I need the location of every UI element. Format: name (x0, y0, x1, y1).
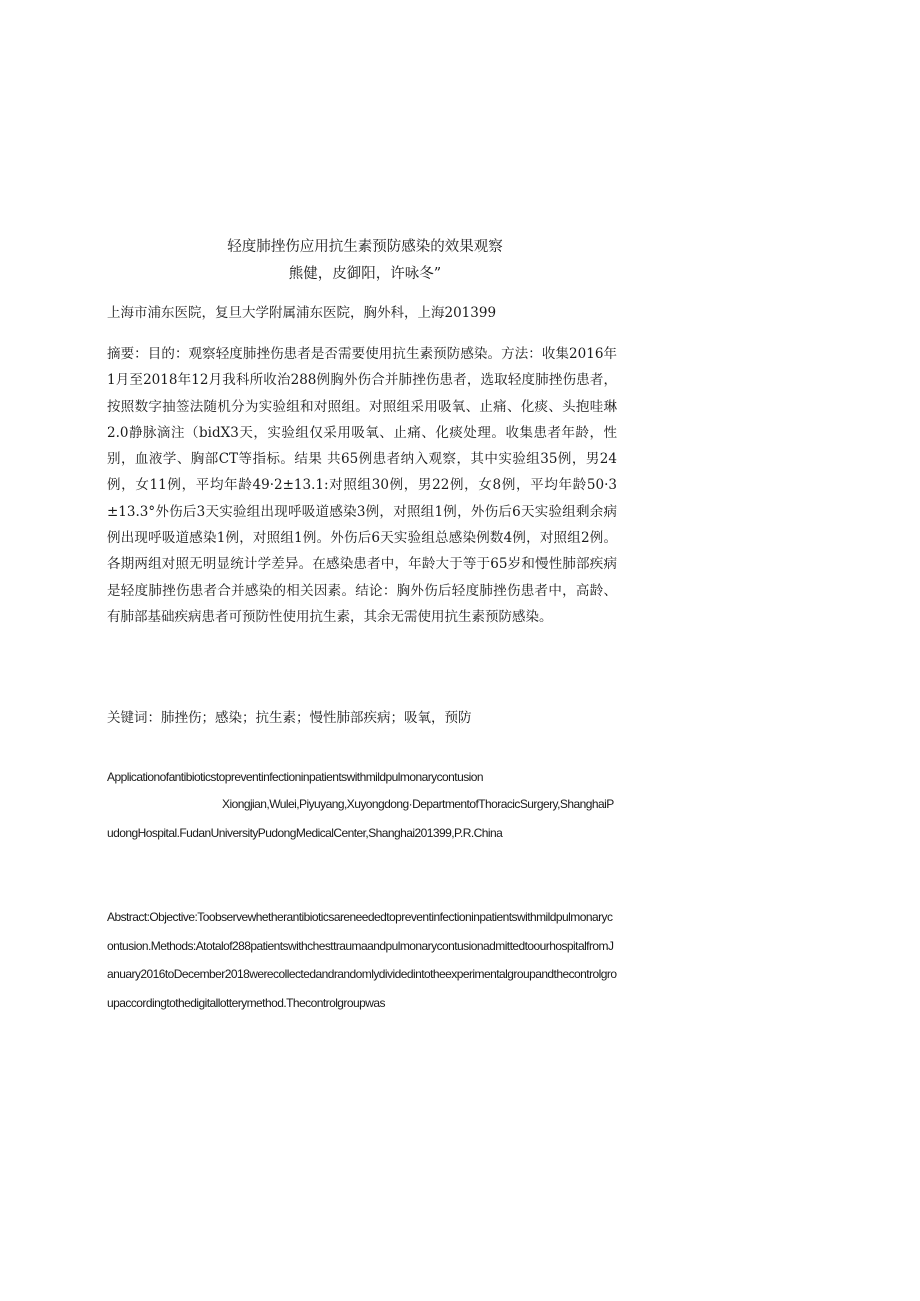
paper-title-en: Applicationofantibioticstopreventinfectioninpatientswithmildpulmonarycontusion (107, 770, 484, 784)
affiliation-cn: 上海市浦东医院，复旦大学附属浦东医院，胸外科，上海201399 (107, 305, 497, 321)
abstract-cn: 摘要：目的：观察轻度肺挫伤患者是否需要使用抗生素预防感染。方法：收集2016年1月至2018年12月我科所收治288例胸外伤合并肺挫伤患者，选取轻度肺挫伤患者，按照数字抽签法随机分为实验组和对照组。对照组采用吸氧、止痛、化痰、头抱哇琳2.0静脉滴注（bidX3天，实验组仅采用吸氧、止痛、化痰处理。收集患者年龄，性别，血液学、胸部CT等指标。结果 共65例患者纳入观察，其中实验组35例，男24例，女11例，平均年龄49·2±13.1:对照组30例，男22例，女8例，平均年龄50·3±13.3°外伤后3天实验组出现呼吸道感染3例，对照组1例，外伤后6天实验组剩余病例出现呼吸道感染1例，对照组1例。外伤后6天实验组总感染例数4例，对照组2例。各期两组对照无明显统计学差异。在感染患者中，年龄大于等于65岁和慢性肺部疾病是轻度肺挫伤患者合并感染的相关因素。结论：胸外伤后轻度肺挫伤患者中，高龄、有肺部基础疾病患者可预防性使用抗生素，其余无需使用抗生素预防感染。 (107, 346, 617, 625)
abstract-en: Abstract:Objective:Toobservewhetherantibioticsareneededtopreventinfectioninpatientswithmildpulmonarycontusion.Methods:Atotalof288patientswithchesttraumaandpulmonarycontusionadmittedtoourhospitalfromJanuary2016toDecember2018werecollectedandrandomlydividedintotheexperimentalgroupandthecontrolgroupaccordingtothedigitallotterymethod.Thecontrolgroupwas (107, 910, 617, 1010)
keywords-cn: 关键词：肺挫伤；感染；抗生素；慢性肺部疾病；吸氧，预防 (107, 710, 472, 726)
paper-title-cn: 轻度肺挫伤应用抗生素预防感染的效果观察 (227, 239, 503, 255)
authors-affiliation-en: Xiongjian,Wulei,Piyuyang,Xuyongdong·DepartmentofThoracicSurgery,ShanghaiPudongHospital.FudanUniversityPudongMedicalCenter,Shanghai201399,P.R.China (107, 797, 614, 840)
authors-cn: 熊健，皮御阳，许咏冬” (288, 266, 442, 282)
